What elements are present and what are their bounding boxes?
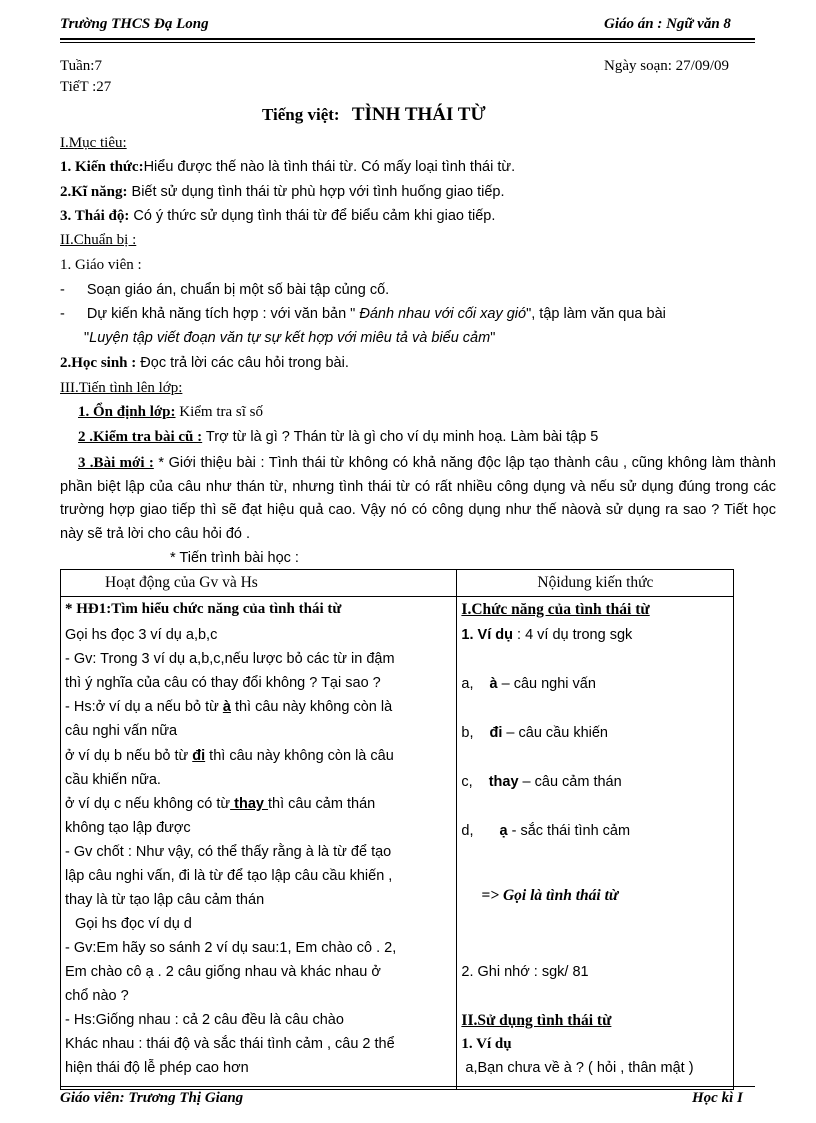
lesson-table <box>60 569 734 1090</box>
act-line: thì ý nghĩa của câu có thay đổi không ? Tại sao ? <box>65 675 381 691</box>
act-line: Em chào cô ạ . 2 câu giống nhau và khác nhau ở <box>65 964 381 980</box>
act-text: thì câu cảm thán <box>268 796 376 812</box>
example-b <box>461 725 608 741</box>
act-text: thì câu này không còn là câu <box>205 748 394 764</box>
prep-bullet-1-text: Soạn giáo án, chuẩn bị một số bài tập củng cố. <box>86 282 390 298</box>
label-attitude: 3. Thái độ: <box>60 208 130 224</box>
text-knowledge: Hiểu được thế nào là tình thái từ. Có mấy loại tình thái từ. <box>143 159 516 175</box>
ex-word: à <box>489 676 498 692</box>
prep-bullet-2 <box>60 306 666 322</box>
step-order <box>78 404 263 421</box>
act-line: chổ nào ? <box>65 988 129 1004</box>
act-text: ở ví dụ b nếu bỏ từ <box>65 748 193 764</box>
prep-bullet-2-text-a: Dự kiến khả năng tích hợp : với văn bản " <box>86 306 356 322</box>
footer-term: Học kì I <box>692 1090 743 1106</box>
act-line: - Hs:Giống nhau : cả 2 câu đều là câu chào <box>65 1012 344 1028</box>
prep-work-title: Đánh nhau với cối xay gió <box>355 306 527 322</box>
ex-letter: c, <box>461 774 473 790</box>
quote-open: " <box>84 330 90 346</box>
ex-word: thay <box>488 774 519 790</box>
act-line: Khác nhau : thái độ và sắc thái tình cảm , câu 2 thể <box>65 1036 395 1052</box>
act-text: thì câu này không còn là <box>230 699 393 715</box>
section-preparation: II.Chuẩn bị : <box>60 232 137 248</box>
act-text: ở ví dụ c nếu không có từ <box>65 796 231 812</box>
lesson-progress: * Tiến trình bài học : <box>170 550 299 566</box>
prep-bullet-2-cont <box>84 330 495 346</box>
table-header-left <box>61 570 457 597</box>
act-line <box>65 748 394 764</box>
bold-word-thay: thay <box>230 796 268 812</box>
teacher-label: 1. Giáo viên : <box>60 257 142 273</box>
prep-bullet-1 <box>60 282 389 298</box>
bold-word-di: đi <box>192 748 206 764</box>
subject-label: Giáo án : Ngữ văn 8 <box>604 16 731 32</box>
act-line: - Gv chốt : Như vậy, có thể thấy rằng à là từ để tạo <box>65 844 392 860</box>
content-heading-1: I.Chức năng của tình thái từ <box>461 601 650 618</box>
step-review-text: Trợ từ là gì ? Thán từ là gì cho ví dụ minh hoạ. Làm bài tập 5 <box>202 429 599 445</box>
ex-desc: – câu cảm thán <box>518 774 622 790</box>
header-rule <box>60 38 755 40</box>
example-d <box>461 823 630 839</box>
example-label: 1. Ví dụ <box>461 627 513 643</box>
student-prep <box>60 355 349 372</box>
col-content: Nộidung kiến thức <box>537 574 654 591</box>
act-line: cầu khiến nữa. <box>65 772 161 788</box>
conclusion: => Gọi là tình thái từ <box>481 887 619 904</box>
text-attitude: Có ý thức sử dụng tình thái từ để biểu cảm khi giao tiếp. <box>129 208 496 224</box>
act-text: - Hs:ở ví dụ a nếu bỏ từ <box>65 699 223 715</box>
school-name: Trường THCS Đạ Long <box>60 16 209 32</box>
example-2-label: 1. Ví dụ <box>461 1036 512 1052</box>
week: Tuần:7 <box>60 58 102 74</box>
period: TiếT :27 <box>60 79 112 95</box>
bold-word-a: à <box>222 699 231 715</box>
table-header-row <box>61 570 734 597</box>
footer-teacher: Giáo viên: Trương Thị Giang <box>60 1090 244 1106</box>
example-text: : 4 ví dụ trong sgk <box>512 627 633 643</box>
content-cell <box>457 597 734 1090</box>
ex-letter: b, <box>461 725 474 741</box>
date: Ngày soạn: 27/09/09 <box>604 58 729 74</box>
act-line: - Gv: Trong 3 ví dụ a,b,c,nếu lược bỏ các từ in đậm <box>65 651 395 667</box>
student-text: Đọc trả lời các câu hỏi trong bài. <box>136 355 349 371</box>
step-new-label: 3 .Bài mới : <box>78 455 154 471</box>
table-row <box>61 597 734 1090</box>
act-line: Gọi hs đọc 3 ví dụ a,b,c <box>65 627 218 643</box>
act-line: lập câu nghi vấn, đi là từ để tạo lập câu cầu khiến , <box>65 868 393 884</box>
step-order-label: 1. Ổn định lớp: <box>78 404 176 420</box>
step-new-text: * Giới thiệu bài : Tình thái từ không có khả năng độc lập tạo thành câu , cũng không làm thành phần biệt lập của câu như thán từ, nhưng tình thái từ có rất nhiều công dụng và nếu sử dụng đúng trong các trường hợp giao tiếp thì sẽ đạt hiệu quả cao. Vậy nó có công dụng như thế nàovà sử dụng ra sao ? Tiết học này sẽ trả lời cho câu hỏi đó . <box>60 455 776 542</box>
example-a <box>461 676 596 692</box>
header-rule-thin <box>60 42 755 43</box>
act-line: câu nghi vấn nữa <box>65 723 178 739</box>
act-line: thay là từ tạo lập câu cảm thán <box>65 892 265 908</box>
step-order-text: Kiểm tra sĩ số <box>175 404 264 420</box>
step-new-lesson <box>60 452 776 546</box>
act-line: hiện thái độ lễ phép cao hơn <box>65 1060 249 1076</box>
objective-knowledge <box>60 159 515 176</box>
hd1-title: * HĐ1:Tìm hiểu chức năng của tình thái từ <box>65 601 342 617</box>
prep-bullet-2-text-c: ", tập làm văn qua bài <box>526 306 666 322</box>
bullet-dash: - <box>60 306 65 322</box>
example-c <box>461 774 621 790</box>
content-heading-2: II.Sử dụng tình thái từ <box>461 1012 612 1029</box>
footer-rule <box>60 1086 755 1087</box>
objective-skills <box>60 184 505 201</box>
bullet-dash: - <box>60 282 65 298</box>
note: 2. Ghi nhớ : sgk/ 81 <box>461 964 589 980</box>
student-label: 2.Học sinh : <box>60 355 137 371</box>
ex-word: đi <box>489 725 503 741</box>
act-line <box>65 796 375 812</box>
example-2a: a,Bạn chưa về à ? ( hỏi , thân mật ) <box>465 1060 694 1076</box>
table-header-right <box>457 570 734 597</box>
section-procedure: III.Tiến tình lên lớp: <box>60 380 183 396</box>
prep-lesson-title: Luyện tập viết đoạn văn tự sự kết hợp với miêu tả và biểu cảm <box>89 330 491 346</box>
act-line: - Gv:Em hãy so sánh 2 ví dụ sau:1, Em chào cô . 2, <box>65 940 397 956</box>
ex-letter: a, <box>461 676 474 692</box>
text-skills: Biết sử dụng tình thái từ phù hợp với tình huống giao tiếp. <box>127 184 505 200</box>
content-example <box>461 627 632 643</box>
quote-close: " <box>490 330 496 346</box>
col-activity: Hoạt động của Gv và Hs <box>105 574 258 591</box>
act-line: không tạo lập được <box>65 820 191 836</box>
act-line: Gọi hs đọc ví dụ d <box>75 916 192 932</box>
act-line <box>65 699 392 715</box>
ex-desc: – câu cầu khiến <box>502 725 608 741</box>
ex-desc: – câu nghi vấn <box>497 676 596 692</box>
title-prefix: Tiếng việt: <box>262 105 340 124</box>
title-main: TÌNH THÁI TỪ <box>351 104 486 125</box>
page-title <box>262 104 486 126</box>
label-skills: 2.Kĩ năng: <box>60 184 128 200</box>
label-knowledge: 1. Kiến thức: <box>60 159 144 175</box>
step-review <box>78 429 598 446</box>
ex-letter: d, <box>461 823 474 839</box>
ex-desc: - sắc thái tình cảm <box>507 823 631 839</box>
activity-cell <box>61 597 457 1090</box>
ex-word: ạ <box>499 823 508 839</box>
section-objectives: I.Mục tiêu: <box>60 135 127 151</box>
objective-attitude <box>60 208 495 225</box>
step-review-label: 2 .Kiểm tra bài cũ : <box>78 429 203 445</box>
